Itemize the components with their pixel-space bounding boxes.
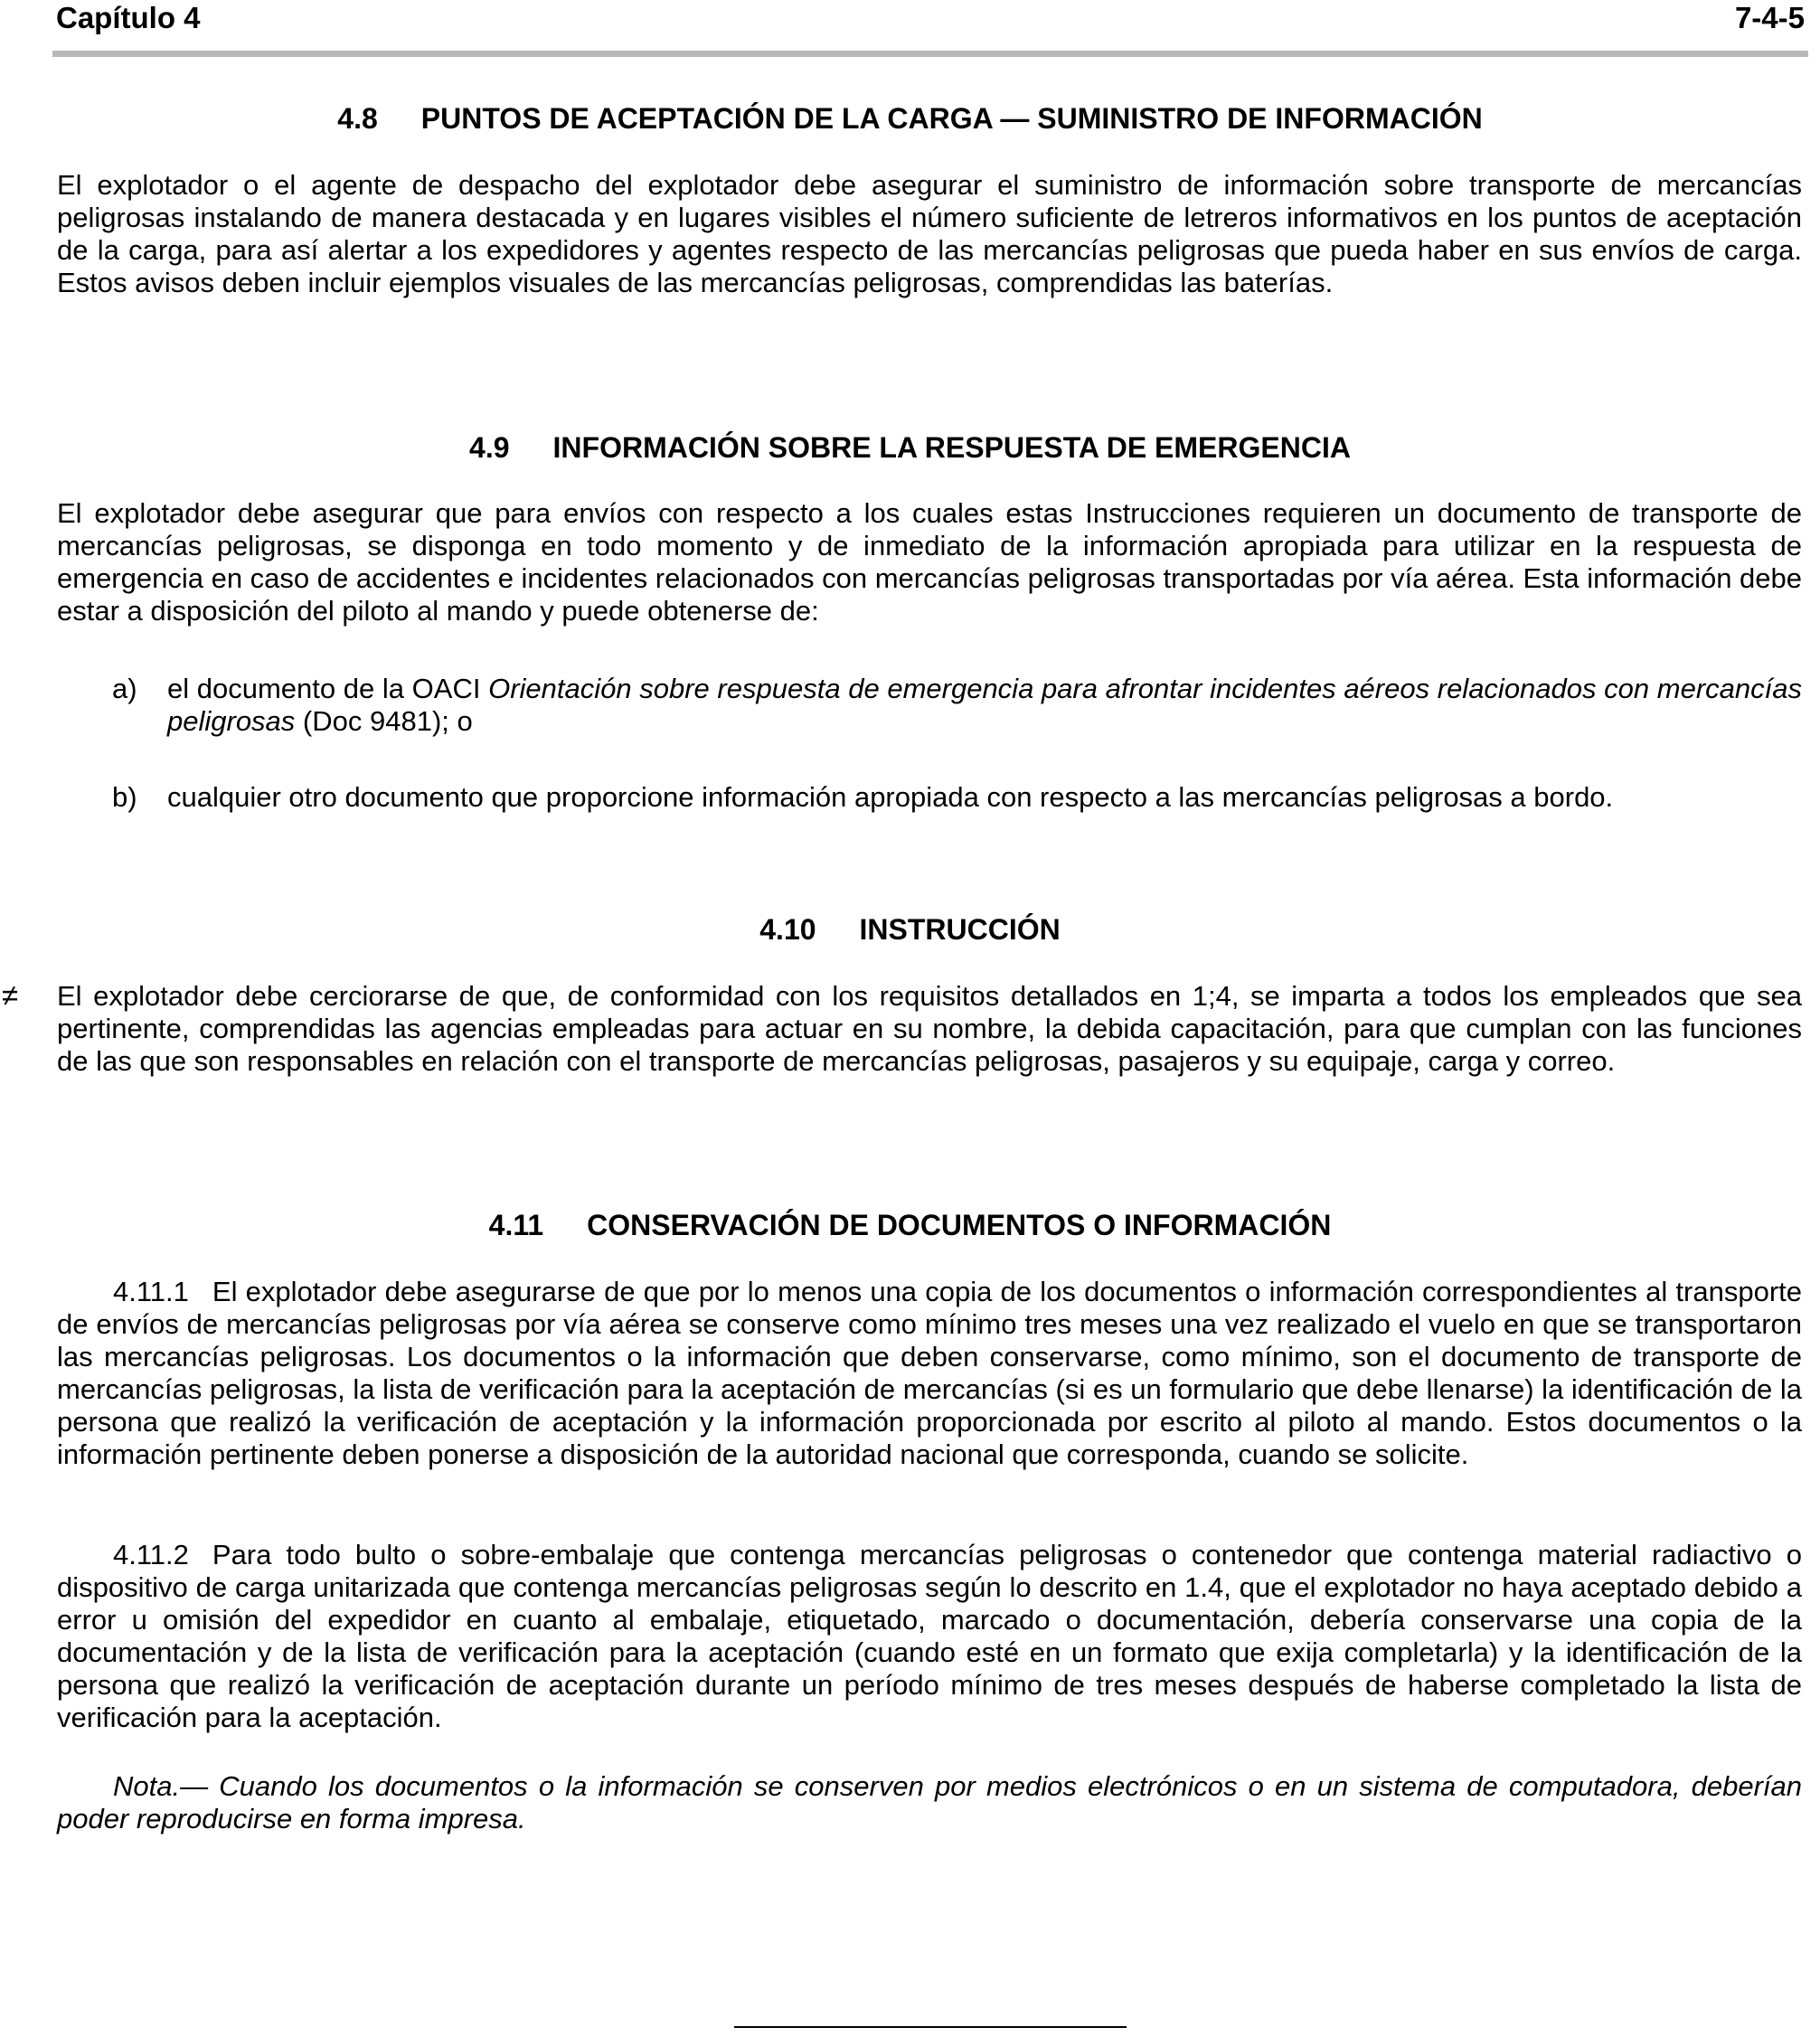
page-number: 7-4-5 — [1734, 1, 1805, 34]
paragraph-4-11-2 — [57, 1539, 1802, 1734]
section-title: PUNTOS DE ACEPTACIÓN DE LA CARGA — SUMINISTRO DE INFORMACIÓN — [420, 102, 1483, 135]
list-item-text — [167, 673, 1802, 738]
paragraph-number: 4.11.1 — [113, 1276, 189, 1307]
section-title: INSTRUCCIÓN — [859, 913, 1061, 946]
section-heading-4-8 — [0, 100, 1820, 137]
amendment-margin-mark: ≠ — [2, 978, 19, 1012]
section-4-9-body: El explotador debe asegurar que para envíos con respecto a los cuales estas Instrucciones requieren un documento de transporte de mercancías peligrosas, se disponga en todo momento y de inmediato de la información apropiada para utilizar en la respuesta de emergencia en caso de accidentes e incidentes relacionados con mercancías peligrosas transportadas por vía aérea. Esta información debe estar a disposición del piloto al mando y puede obtenerse de: — [57, 497, 1803, 627]
section-title: CONSERVACIÓN DE DOCUMENTOS O INFORMACIÓN — [587, 1209, 1332, 1241]
note-text: Nota.— Cuando los documentos o la información se conserven por medios electrónicos o en un sistema de computadora, deberían poder reproducirse en forma impresa. — [57, 1770, 1802, 1834]
item-text-regular: (Doc 9481); o — [295, 705, 473, 737]
section-number: 4.9 — [469, 431, 510, 464]
section-number: 4.8 — [337, 102, 378, 135]
list-item-a — [112, 673, 1802, 738]
section-title: INFORMACIÓN SOBRE LA RESPUESTA DE EMERGENCIA — [552, 431, 1351, 464]
section-4-10-body: El explotador debe cerciorarse de que, de conformidad con los requisitos detallados en 1;4, se imparta a todos los empleados que sea pertinente, comprendidas las agencias empleadas para actuar en su nombre, la debida capacitación, para que cumplan con las funciones de las que son responsables en relación con el transporte de mercancías peligrosas, pasajeros y su equipaje, carga y correo. — [57, 980, 1802, 1077]
document-title-italic: Orientación sobre respuesta de emergencia para afrontar incidentes aéreos relacionados con mercancías peligrosas — [167, 673, 1802, 737]
list-marker: a) — [112, 673, 137, 704]
list-marker: b) — [112, 781, 137, 813]
paragraph-text: El explotador debe asegurarse de que por lo menos una copia de los documentos o información correspondientes al transporte de envíos de mercancías peligrosas por vía aérea se conserve como mínimo tres meses una vez realizado el vuelo en que se transportaron las mercancías peligrosas. Los documentos o la información que deben conservarse, como mínimo, son el documento de transporte de mercancías peligrosas, la lista de verificación para la aceptación de mercancías (si es un formulario que debe llenarse) la identificación de la persona que realizó la verificación de aceptación y la información proporcionada por escrito al piloto al mando. Estos documentos o la información pertinente deben ponerse a disposición de la autoridad nacional que corresponda, cuando se solicite. — [57, 1276, 1802, 1470]
section-number: 4.10 — [759, 913, 816, 946]
paragraph-number: 4.11.2 — [113, 1539, 189, 1570]
item-text-regular: el documento de la OACI — [167, 673, 489, 704]
footer-divider — [734, 2026, 1127, 2028]
section-heading-4-10 — [0, 911, 1820, 948]
list-item-text: cualquier otro documento que proporcione información apropiada con respecto a las mercancías peligrosas a bordo. — [167, 781, 1614, 813]
section-heading-4-11 — [0, 1207, 1820, 1243]
header-divider — [52, 51, 1808, 57]
chapter-label: Capítulo 4 — [56, 1, 201, 34]
section-heading-4-9 — [0, 429, 1820, 466]
section-number: 4.11 — [488, 1209, 544, 1241]
paragraph-text: Para todo bulto o sobre-embalaje que contenga mercancías peligrosas o contenedor que contenga material radiactivo o dispositivo de carga unitarizada que contenga mercancías peligrosas según lo descrito en 1.4, que el explotador no haya aceptado debido a error u omisión del expedidor en cuanto al embalaje, etiquetado, marcado o documentación, debería conservarse una copia de la documentación y de la lista de verificación para la aceptación (cuando esté en un formato que exija completarla) y la identificación de la persona que realizó la verificación de aceptación durante un período mínimo de tres meses después de haberse completado la lista de verificación para la aceptación. — [57, 1539, 1802, 1733]
list-item-b — [112, 781, 1802, 814]
section-4-8-body: El explotador o el agente de despacho del explotador debe asegurar el suministro de información sobre transporte de mercancías peligrosas instalando de manera destacada y en lugares visibles el número suficiente de letreros informativos en los puntos de aceptación de la carga, para así alertar a los expedidores y agentes respecto de las mercancías peligrosas que pueda haber en sus envíos de carga. Estos avisos deben incluir ejemplos visuales de las mercancías peligrosas, comprendidas las baterías. — [57, 169, 1802, 298]
page-header — [56, 0, 1805, 40]
note-paragraph — [57, 1770, 1802, 1835]
paragraph-4-11-1 — [57, 1276, 1802, 1471]
